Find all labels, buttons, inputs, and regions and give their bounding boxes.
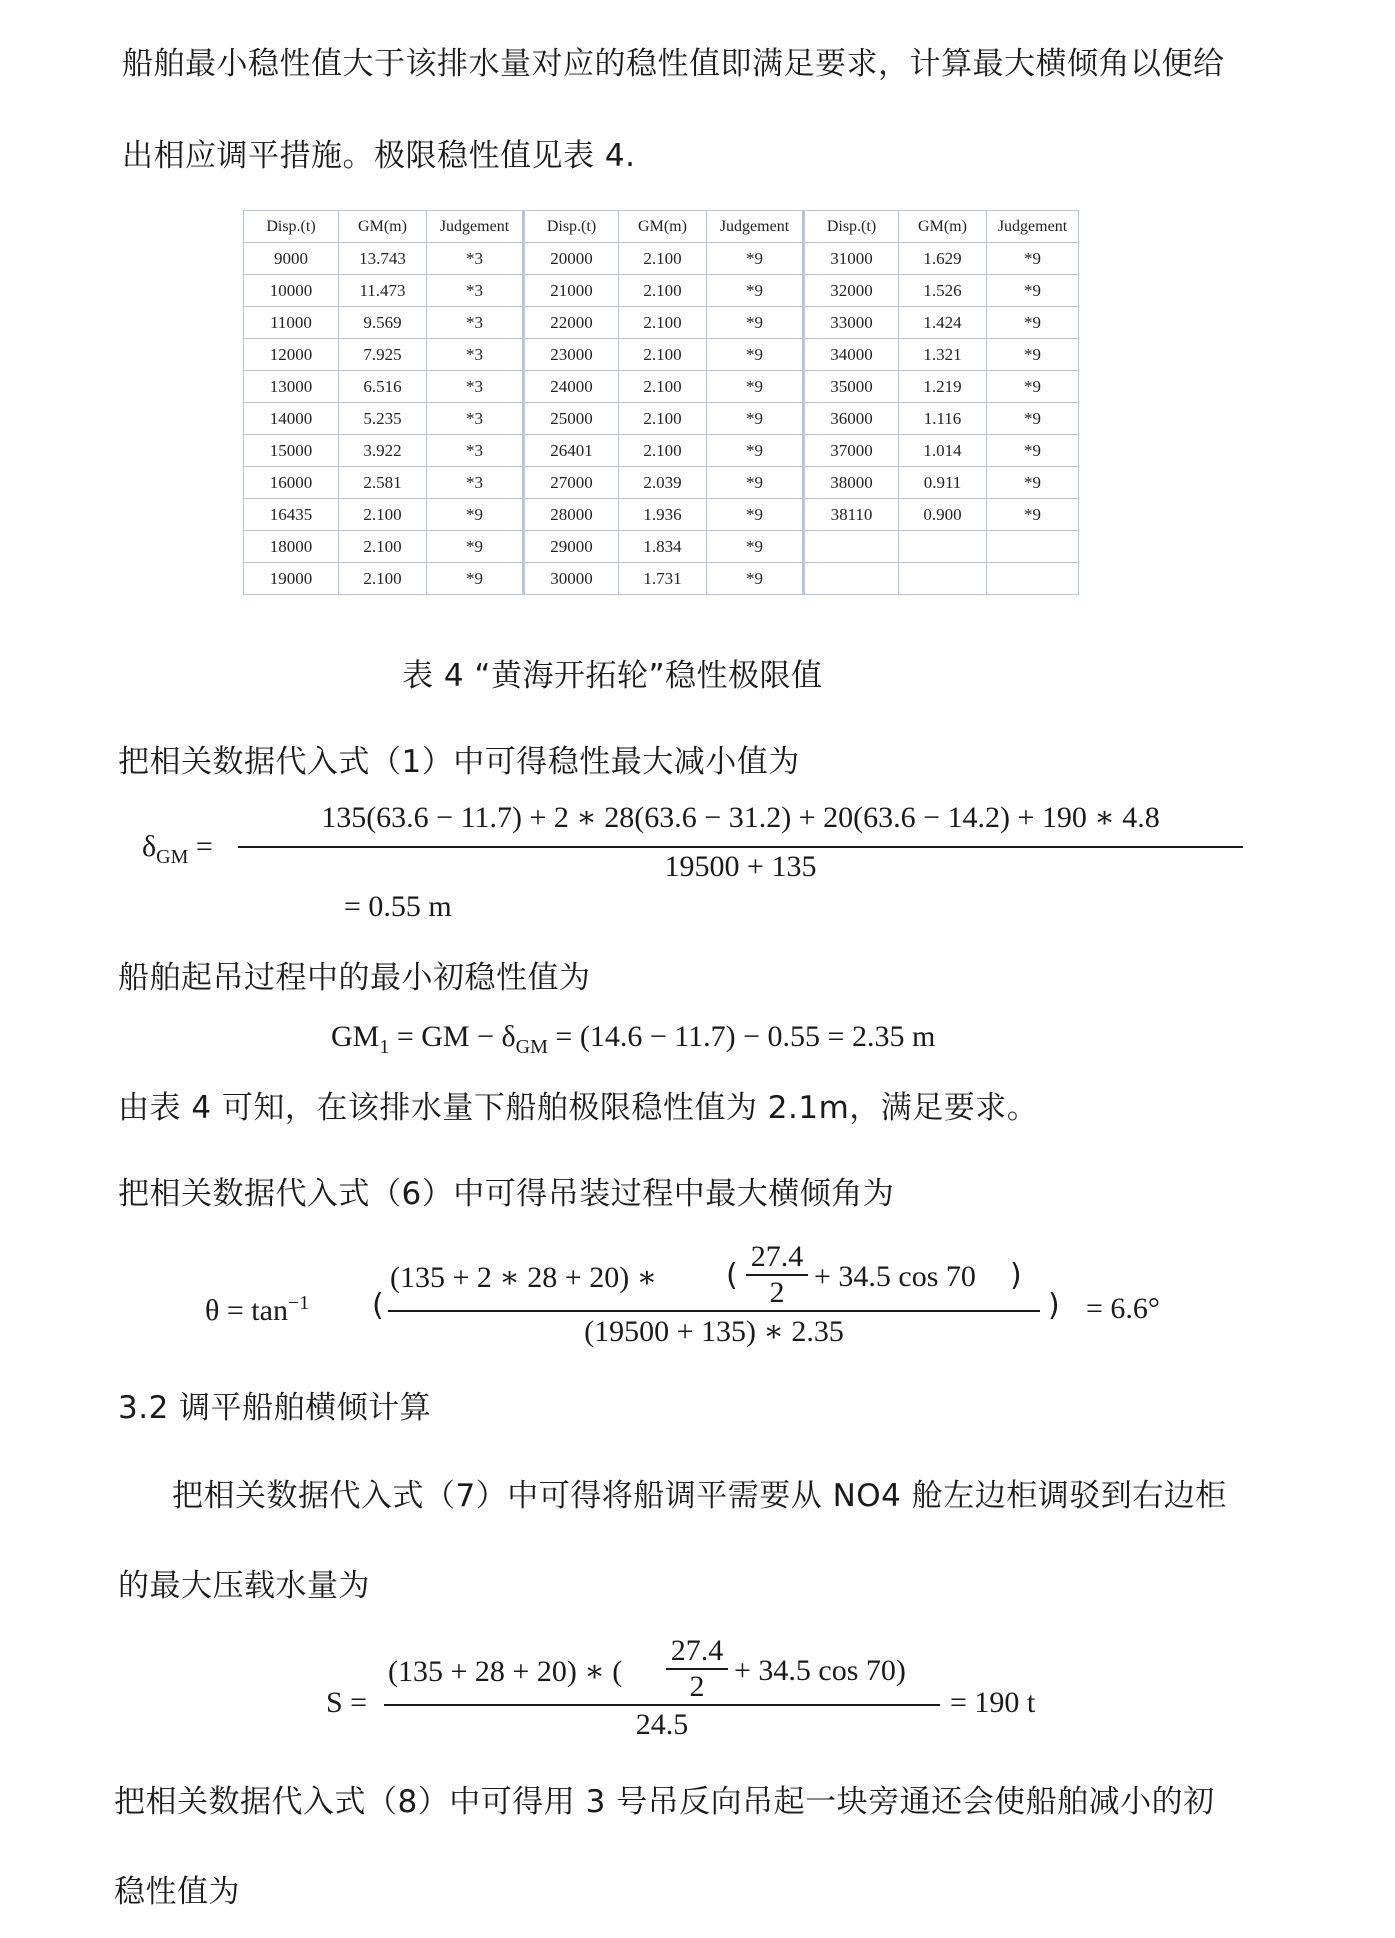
table-cell: *3 [427,307,524,339]
table-cell: *9 [707,563,804,595]
equation-gm1 [331,1020,935,1059]
table-cell: 15000 [244,435,339,467]
paragraph-line: 把相关数据代入式（6）中可得吊装过程中最大横倾角为 [118,1176,895,1212]
table-cell [899,563,987,595]
table-row [244,531,1079,563]
fraction-bar [238,846,1243,848]
table-cell: 9000 [244,243,339,275]
table-cell: *9 [987,403,1079,435]
eq-inner-numerator: 27.4 [750,1240,804,1273]
table-cell [804,563,899,595]
table-cell: *9 [707,435,804,467]
table-caption: 表 4 “黄海开拓轮”稳性极限值 [402,658,823,694]
column-header: Disp.(t) [804,211,899,243]
eq-inner-denominator: 2 [689,1670,705,1703]
table-cell: *9 [987,307,1079,339]
fraction-bar [384,1704,940,1706]
table-cell: 31000 [804,243,899,275]
table-cell: 3.922 [339,435,427,467]
table-cell: 6.516 [339,371,427,403]
table-cell: 21000 [524,275,619,307]
table-cell: *3 [427,467,524,499]
table-cell: 1.936 [619,499,707,531]
table-cell: 27000 [524,467,619,499]
table-cell: *3 [427,243,524,275]
table-cell: 2.100 [619,403,707,435]
table-cell [987,563,1079,595]
table-row [244,435,1079,467]
eq-symbol: δ [142,830,157,863]
table-cell: 30000 [524,563,619,595]
table-cell: 1.014 [899,435,987,467]
table-row [244,563,1079,595]
table-cell: 33000 [804,307,899,339]
table-cell: 16435 [244,499,339,531]
table-cell: 2.100 [339,563,427,595]
paragraph-line: 船舶起吊过程中的最小初稳性值为 [118,960,591,996]
table-cell: 0.911 [899,467,987,499]
table-cell: *9 [707,339,804,371]
table-cell: 0.900 [899,499,987,531]
table-cell: 2.100 [339,531,427,563]
eq-numerator: 135(63.6 − 11.7) + 2 ∗ 28(63.6 − 31.2) + 20(63.6 − 14.2) + 190 ∗ 4.8 [321,801,1160,834]
table-cell: *9 [427,531,524,563]
table-cell: 24000 [524,371,619,403]
table-cell: 7.925 [339,339,427,371]
table-cell: *9 [707,531,804,563]
table-row [244,307,1079,339]
table-cell: *3 [427,371,524,403]
table-cell: 2.100 [619,371,707,403]
table-cell: 1.629 [899,243,987,275]
eq-numerator-b: + 34.5 cos 70) [734,1654,906,1687]
table-cell: *9 [707,403,804,435]
eq-symbol: θ = tan [205,1294,288,1327]
table-cell: 25000 [524,403,619,435]
table-cell: 11000 [244,307,339,339]
table-cell: 1.526 [899,275,987,307]
eq-term: = GM − δ [389,1020,516,1053]
table-cell: 22000 [524,307,619,339]
table-cell: 1.424 [899,307,987,339]
eq-inner-denominator: 2 [769,1276,785,1309]
paragraph-line: 把相关数据代入式（1）中可得稳性最大减小值为 [118,744,800,780]
paragraph-line: 把相关数据代入式（7）中可得将船调平需要从 NO4 舱左边柜调驳到右边柜 [172,1478,1227,1514]
table-cell: 38110 [804,499,899,531]
table-cell: *9 [427,563,524,595]
eq-subscript: GM [156,846,189,868]
table-cell: *9 [707,243,804,275]
table-cell: 28000 [524,499,619,531]
table-cell: 11.473 [339,275,427,307]
table-cell: 13000 [244,371,339,403]
table-cell: 12000 [244,339,339,371]
table-cell: 19000 [244,563,339,595]
table-cell: 2.100 [619,275,707,307]
table-row [244,371,1079,403]
eq-result: = 6.6° [1086,1292,1160,1325]
table-cell: 2.100 [619,307,707,339]
paragraph-line: 出相应调平措施。极限稳性值见表 4. [122,138,636,174]
table-cell: 1.834 [619,531,707,563]
paragraph-line: 船舶最小稳性值大于该排水量对应的稳性值即满足要求，计算最大横倾角以便给 [122,46,1225,82]
table-cell: 32000 [804,275,899,307]
table-cell: 9.569 [339,307,427,339]
table-cell: 5.235 [339,403,427,435]
table-cell: *3 [427,435,524,467]
table-cell [987,531,1079,563]
table-cell: 2.581 [339,467,427,499]
table-cell: 16000 [244,467,339,499]
eq-numerator-b: + 34.5 cos 70 [814,1260,976,1293]
table-cell [899,531,987,563]
table-cell: *9 [987,275,1079,307]
table-row [244,467,1079,499]
column-header: Judgement [987,211,1079,243]
table-cell: 10000 [244,275,339,307]
paren-close: ) [1048,1288,1060,1323]
table-cell: 29000 [524,531,619,563]
table-row [244,243,1079,275]
table-cell: 26401 [524,435,619,467]
table-cell: 34000 [804,339,899,371]
table-cell: *3 [427,275,524,307]
column-header: Judgement [427,211,524,243]
table-cell: *9 [987,499,1079,531]
table-cell: *9 [987,243,1079,275]
table-cell: *9 [707,307,804,339]
eq-denominator: (19500 + 135) ∗ 2.35 [584,1315,844,1348]
eq-symbol: S = [326,1686,368,1719]
column-header: GM(m) [619,211,707,243]
eq-numerator-a: (135 + 2 ∗ 28 + 20) ∗ [390,1261,658,1294]
fraction-bar [388,1310,1040,1312]
table-cell: 1.321 [899,339,987,371]
table-cell: 1.219 [899,371,987,403]
column-header: Disp.(t) [244,211,339,243]
table-cell: 14000 [244,403,339,435]
table-row [244,499,1079,531]
column-header: GM(m) [899,211,987,243]
table-cell: *3 [427,403,524,435]
table-row [244,275,1079,307]
table-cell: 37000 [804,435,899,467]
table-cell: *9 [987,371,1079,403]
table-cell: 2.100 [619,339,707,371]
eq-result: = 0.55 m [344,890,452,923]
table-cell: *9 [707,499,804,531]
table-cell: *9 [707,467,804,499]
table-cell: *9 [987,467,1079,499]
table-cell: 2.100 [619,435,707,467]
paragraph-line: 稳性值为 [114,1874,240,1910]
table-cell: 1.731 [619,563,707,595]
paragraph-line: 的最大压载水量为 [118,1568,370,1604]
table-cell: *9 [987,339,1079,371]
table-cell: 2.100 [339,499,427,531]
eq-inner-numerator: 27.4 [670,1634,724,1667]
table-cell: 13.743 [339,243,427,275]
table-cell: *9 [987,435,1079,467]
table-cell: 36000 [804,403,899,435]
table-cell: 23000 [524,339,619,371]
eq-numerator-a: (135 + 28 + 20) ∗ ( [388,1655,623,1688]
table-cell [804,531,899,563]
eq-subscript: 1 [379,1036,390,1058]
table-row [244,339,1079,371]
table-cell: 18000 [244,531,339,563]
eq-denominator: 19500 + 135 [664,850,817,883]
table-cell: 20000 [524,243,619,275]
eq-equals: = [195,830,213,863]
paren-open: ( [726,1258,738,1293]
paren-open: ( [372,1288,384,1323]
table-row [244,403,1079,435]
table-cell: *3 [427,339,524,371]
column-header: Judgement [707,211,804,243]
paren-close: ) [1010,1258,1022,1293]
table-cell: 35000 [804,371,899,403]
table-cell: *9 [427,499,524,531]
table-cell: 2.100 [619,243,707,275]
column-header: GM(m) [339,211,427,243]
column-header: Disp.(t) [524,211,619,243]
eq-denominator: 24.5 [635,1708,689,1741]
eq-term: = (14.6 − 11.7) − 0.55 = 2.35 m [547,1020,936,1053]
eq-subscript: GM [515,1036,548,1058]
table-cell: *9 [707,275,804,307]
table-cell: *9 [707,371,804,403]
section-heading: 3.2 调平船舶横倾计算 [118,1390,432,1426]
eq-result: = 190 t [950,1686,1036,1719]
eq-superscript: −1 [287,1292,310,1314]
stability-limit-table [243,210,1079,595]
table-cell: 2.039 [619,467,707,499]
eq-symbol: GM [331,1020,380,1053]
paragraph-line: 把相关数据代入式（8）中可得用 3 号吊反向吊起一块旁通还会使船舶减小的初 [114,1784,1215,1820]
paragraph-line: 由表 4 可知，在该排水量下船舶极限稳性值为 2.1m，满足要求。 [118,1090,1039,1126]
table-cell: 38000 [804,467,899,499]
table-cell: 1.116 [899,403,987,435]
table-header-row [244,211,1079,243]
